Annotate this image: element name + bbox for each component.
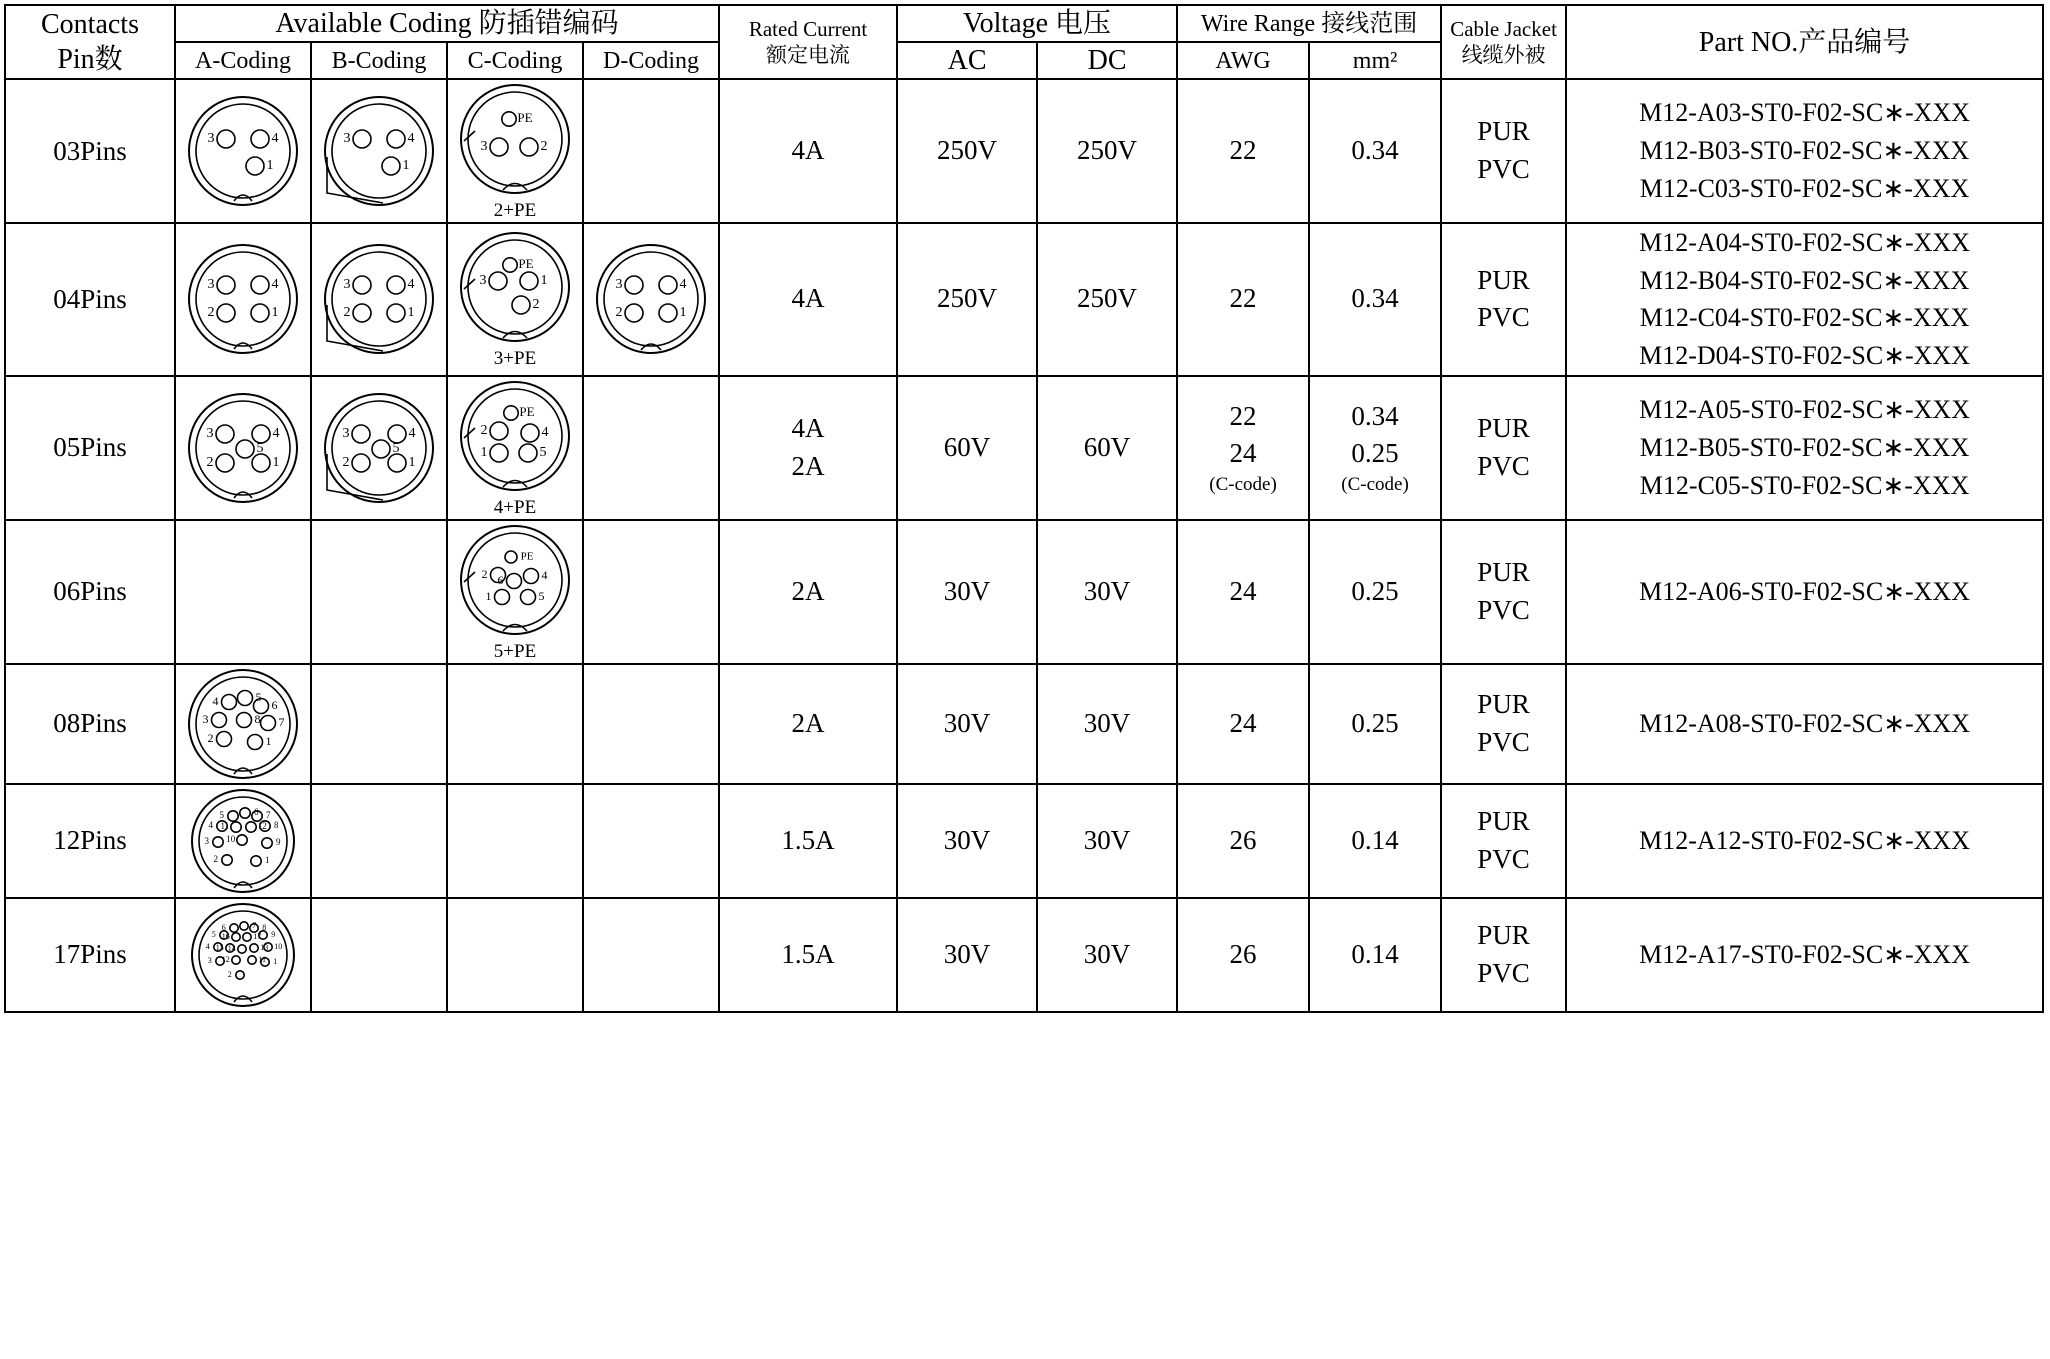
awg-value: 22 (1229, 135, 1257, 166)
svg-text:3: 3 (207, 277, 215, 293)
connector-face-a (176, 92, 310, 210)
cell-coding-a (175, 223, 311, 376)
cell-voltage-dc: 30V (1037, 784, 1177, 898)
connector-pinout-icon (592, 240, 710, 358)
svg-text:7: 7 (265, 809, 271, 820)
svg-text:1: 1 (272, 454, 280, 470)
cell-contacts: 04Pins (5, 223, 175, 376)
cell-coding-b (311, 79, 447, 223)
svg-text:5: 5 (392, 440, 400, 456)
cell-voltage-dc: 250V (1037, 79, 1177, 223)
svg-text:7: 7 (278, 714, 285, 729)
table-row (5, 520, 2043, 664)
connector-pinout-icon (456, 377, 574, 495)
svg-text:4: 4 (272, 425, 280, 441)
header-cable-jacket-line1: Cable Jacket (1450, 16, 1557, 41)
mm2-value: 0.14 (1351, 938, 1399, 969)
cell-mm2 (1309, 376, 1441, 520)
awg-note: (C-code) (1209, 474, 1277, 496)
svg-text:3: 3 (479, 273, 487, 289)
cell-awg (1177, 664, 1309, 784)
svg-text:8: 8 (273, 819, 279, 830)
svg-text:3: 3 (207, 131, 215, 147)
connector-pinout-icon (320, 240, 438, 358)
svg-text:1: 1 (266, 158, 274, 174)
rated-current-value: 2A (791, 575, 825, 606)
mm2-value: 0.34 (1351, 283, 1399, 314)
cell-cable-jacket (1441, 79, 1566, 223)
cell-coding-c (447, 79, 583, 223)
svg-text:3: 3 (207, 955, 212, 965)
cell-awg (1177, 376, 1309, 520)
svg-text:6: 6 (271, 697, 278, 712)
jacket-line1: PUR (1477, 805, 1530, 836)
part-number: M12-A05-ST0-F02-SC∗-XXX (1639, 395, 1970, 425)
header-coding-b: B-Coding (311, 42, 447, 79)
svg-text:1: 1 (264, 854, 270, 865)
svg-text:5: 5 (538, 588, 545, 603)
svg-text:6: 6 (221, 922, 226, 932)
svg-text:1: 1 (402, 158, 410, 174)
table-row (5, 784, 2043, 898)
connector-face-c (448, 228, 582, 370)
jacket-line1: PUR (1477, 688, 1530, 719)
cell-cable-jacket (1441, 898, 1566, 1012)
svg-text:1: 1 (480, 444, 488, 460)
svg-text:1: 1 (540, 273, 548, 289)
cell-contacts: 08Pins (5, 664, 175, 784)
cell-voltage-ac: 30V (897, 664, 1037, 784)
svg-text:2: 2 (540, 139, 548, 155)
header-cable-jacket-line2: 线缆外被 (1461, 43, 1546, 67)
connector-face-a (176, 785, 310, 897)
svg-text:4: 4 (205, 941, 210, 951)
cell-cable-jacket (1441, 376, 1566, 520)
awg-value: 24 (1229, 575, 1257, 606)
svg-text:4: 4 (271, 277, 279, 293)
cell-part-numbers (1566, 376, 2043, 520)
cell-coding-c (447, 664, 583, 784)
cell-awg (1177, 898, 1309, 1012)
jacket-line1: PUR (1477, 116, 1530, 147)
part-number: M12-C03-ST0-F02-SC∗-XXX (1639, 173, 1970, 203)
svg-text:2: 2 (206, 454, 214, 470)
part-number: M12-B03-ST0-F02-SC∗-XXX (1639, 136, 1970, 166)
mm2-value: 0.14 (1351, 824, 1399, 855)
svg-text:6: 6 (497, 572, 504, 587)
cell-voltage-ac: 250V (897, 223, 1037, 376)
part-number: M12-A12-ST0-F02-SC∗-XXX (1639, 825, 1970, 855)
header-voltage-ac: AC (897, 42, 1037, 79)
header-available-coding: Available Coding 防插错编码 (175, 5, 719, 42)
connector-face-b (312, 92, 446, 210)
header-cable-jacket (1441, 5, 1566, 79)
cell-coding-d (583, 784, 719, 898)
cell-coding-b (311, 898, 447, 1012)
svg-text:2: 2 (207, 305, 215, 321)
cell-rated-current (719, 898, 897, 1012)
cell-rated-current (719, 79, 897, 223)
awg-line2: 24 (1229, 438, 1257, 469)
cell-coding-d (583, 376, 719, 520)
cell-coding-c (447, 898, 583, 1012)
cell-mm2 (1309, 520, 1441, 664)
cell-voltage-dc: 30V (1037, 664, 1177, 784)
awg-value: 26 (1229, 824, 1257, 855)
table-row (5, 664, 2043, 784)
cell-coding-c (447, 784, 583, 898)
header-coding-a: A-Coding (175, 42, 311, 79)
svg-text:9: 9 (271, 929, 276, 939)
cell-coding-b (311, 376, 447, 520)
svg-text:4: 4 (408, 425, 416, 441)
svg-text:2: 2 (213, 853, 219, 864)
cell-voltage-dc: 250V (1037, 223, 1177, 376)
part-number: M12-A04-ST0-F02-SC∗-XXX (1639, 228, 1970, 257)
jacket-line2: PVC (1477, 843, 1530, 874)
cell-mm2 (1309, 79, 1441, 223)
svg-text:17: 17 (253, 931, 262, 941)
cell-mm2 (1309, 898, 1441, 1012)
cell-contacts: 12Pins (5, 784, 175, 898)
cell-rated-current (719, 376, 897, 520)
header-rated-current-line2: 额定电流 (766, 43, 851, 67)
connector-pinout-icon (187, 785, 299, 897)
svg-text:PE: PE (520, 550, 534, 563)
svg-text:2: 2 (481, 566, 488, 581)
svg-text:1: 1 (271, 305, 279, 321)
svg-text:1: 1 (408, 454, 416, 470)
cell-coding-d (583, 898, 719, 1012)
svg-text:8: 8 (262, 922, 267, 932)
connector-face-c (448, 377, 582, 519)
cell-part-numbers (1566, 79, 2043, 223)
header-voltage-dc: DC (1037, 42, 1177, 79)
cell-coding-b (311, 223, 447, 376)
jacket-line1: PUR (1477, 264, 1530, 295)
svg-text:14: 14 (227, 943, 236, 953)
header-contacts-line1: Contacts (41, 9, 139, 40)
spec-sheet (0, 4, 2050, 1359)
cell-coding-d (583, 223, 719, 376)
svg-text:15: 15 (215, 942, 224, 952)
header-coding-c: C-Coding (447, 42, 583, 79)
cell-part-numbers (1566, 223, 2043, 376)
header-coding-d: D-Coding (583, 42, 719, 79)
cell-rated-current (719, 664, 897, 784)
cell-coding-a (175, 784, 311, 898)
mm2-value: 0.25 (1351, 575, 1399, 606)
cell-coding-d (583, 79, 719, 223)
cell-coding-c (447, 376, 583, 520)
table-body (5, 79, 2043, 1012)
cell-mm2 (1309, 223, 1441, 376)
svg-text:2: 2 (480, 422, 488, 438)
cell-voltage-dc: 60V (1037, 376, 1177, 520)
svg-text:12: 12 (257, 820, 267, 831)
connector-pinout-icon (456, 521, 574, 639)
connector-pinout-icon (184, 665, 302, 783)
table-row (5, 223, 2043, 376)
svg-text:4: 4 (407, 131, 415, 147)
rated-current-value: 1.5A (781, 938, 835, 969)
cell-coding-a (175, 664, 311, 784)
cell-coding-a (175, 520, 311, 664)
svg-text:1: 1 (485, 588, 492, 603)
connector-face-d (584, 240, 718, 358)
part-number: M12-A17-ST0-F02-SC∗-XXX (1639, 939, 1970, 969)
jacket-line2: PVC (1477, 957, 1530, 988)
mm2-value: 0.34 (1351, 135, 1399, 166)
connector-face-a (176, 665, 310, 783)
connector-pinout-icon (320, 92, 438, 210)
jacket-line2: PVC (1477, 450, 1530, 481)
header-wire-range: Wire Range 接线范围 (1177, 5, 1441, 42)
svg-text:PE: PE (518, 256, 534, 272)
coding-caption: 4+PE (493, 496, 537, 518)
connector-pinout-icon (456, 80, 574, 198)
part-number: M12-A06-ST0-F02-SC∗-XXX (1639, 576, 1970, 606)
svg-text:3: 3 (343, 277, 351, 293)
cell-rated-current (719, 520, 897, 664)
cell-cable-jacket (1441, 664, 1566, 784)
svg-text:1: 1 (273, 956, 278, 966)
coding-caption: 2+PE (493, 200, 537, 221)
svg-text:1: 1 (679, 305, 687, 321)
cell-voltage-ac: 250V (897, 79, 1037, 223)
jacket-line1: PUR (1477, 919, 1530, 950)
svg-text:5: 5 (256, 440, 264, 456)
svg-text:2: 2 (207, 730, 214, 745)
svg-text:10: 10 (274, 941, 283, 951)
svg-text:5: 5 (211, 929, 216, 939)
coding-caption: 3+PE (493, 348, 537, 370)
svg-text:8: 8 (254, 711, 261, 726)
cell-part-numbers (1566, 520, 2043, 664)
cell-coding-a (175, 898, 311, 1012)
connector-pinout-icon (456, 228, 574, 346)
svg-text:2: 2 (343, 305, 351, 321)
part-number: M12-C05-ST0-F02-SC∗-XXX (1639, 470, 1970, 500)
header-voltage: Voltage 电压 (897, 5, 1177, 42)
cell-coding-b (311, 664, 447, 784)
cell-contacts: 06Pins (5, 520, 175, 664)
cell-coding-d (583, 520, 719, 664)
cell-voltage-ac: 60V (897, 376, 1037, 520)
svg-text:11: 11 (220, 820, 230, 831)
rated-current-value: 1.5A (781, 824, 835, 855)
header-wire-awg: AWG (1177, 42, 1309, 79)
header-rated-current-line1: Rated Current (748, 16, 868, 41)
part-number: M12-B05-ST0-F02-SC∗-XXX (1639, 432, 1970, 462)
part-number: M12-B04-ST0-F02-SC∗-XXX (1639, 265, 1970, 295)
table-row (5, 79, 2043, 223)
connector-face-a (176, 899, 310, 1011)
svg-text:4: 4 (208, 819, 214, 830)
svg-text:4: 4 (271, 131, 279, 147)
svg-text:2: 2 (227, 969, 232, 979)
connector-face-c (448, 521, 582, 663)
jacket-line2: PVC (1477, 726, 1530, 757)
jacket-line1: PUR (1477, 556, 1530, 587)
rated-current-value: 4A (791, 135, 825, 166)
cell-cable-jacket (1441, 520, 1566, 664)
cell-part-numbers (1566, 664, 2043, 784)
cell-contacts: 03Pins (5, 79, 175, 223)
connector-pinout-icon (320, 389, 438, 507)
mm2-note: (C-code) (1341, 474, 1409, 496)
cell-coding-d (583, 664, 719, 784)
table-row (5, 376, 2043, 520)
svg-text:2: 2 (342, 454, 350, 470)
connector-pinout-icon (184, 92, 302, 210)
cell-coding-a (175, 376, 311, 520)
connector-pinout-icon (187, 899, 299, 1011)
rated-current-value: 2A (791, 707, 825, 738)
rated-current-line1: 4A (791, 412, 825, 443)
svg-text:12: 12 (221, 954, 230, 964)
svg-text:3: 3 (204, 835, 210, 846)
jacket-line2: PVC (1477, 302, 1530, 333)
svg-text:2: 2 (532, 297, 540, 313)
cell-voltage-ac: 30V (897, 520, 1037, 664)
cell-part-numbers (1566, 898, 2043, 1012)
svg-text:7: 7 (252, 920, 257, 930)
svg-text:3: 3 (202, 711, 209, 726)
awg-value: 22 (1229, 283, 1257, 314)
coding-caption: 5+PE (493, 640, 537, 662)
cell-mm2 (1309, 784, 1441, 898)
mm2-line1: 0.34 (1351, 400, 1399, 431)
table-header (5, 5, 2043, 79)
cell-voltage-ac: 30V (897, 784, 1037, 898)
connector-face-b (312, 240, 446, 358)
header-wire-mm2: mm² (1309, 42, 1441, 79)
svg-text:11: 11 (258, 954, 267, 964)
svg-text:PE: PE (517, 109, 533, 125)
svg-text:6: 6 (253, 806, 259, 817)
cell-contacts: 17Pins (5, 898, 175, 1012)
connector-spec-table (4, 4, 2044, 1013)
svg-text:4: 4 (212, 693, 219, 708)
connector-pinout-icon (184, 240, 302, 358)
cell-coding-c (447, 520, 583, 664)
mm2-line2: 0.25 (1351, 438, 1399, 469)
svg-text:4: 4 (541, 424, 549, 440)
connector-face-b (312, 389, 446, 507)
svg-text:5: 5 (539, 444, 547, 460)
table-row (5, 898, 2043, 1012)
cell-voltage-ac: 30V (897, 898, 1037, 1012)
cell-cable-jacket (1441, 223, 1566, 376)
cell-coding-b (311, 784, 447, 898)
cell-mm2 (1309, 664, 1441, 784)
rated-current-value: 4A (791, 283, 825, 314)
cell-voltage-dc: 30V (1037, 520, 1177, 664)
svg-text:3: 3 (206, 425, 214, 441)
cell-cable-jacket (1441, 784, 1566, 898)
cell-awg (1177, 79, 1309, 223)
svg-text:3: 3 (615, 277, 623, 293)
svg-text:PE: PE (519, 403, 535, 419)
svg-text:2: 2 (615, 305, 623, 321)
jacket-line1: PUR (1477, 412, 1530, 443)
svg-text:4: 4 (679, 277, 687, 293)
cell-part-numbers (1566, 784, 2043, 898)
part-number: M12-A03-ST0-F02-SC∗-XXX (1639, 98, 1970, 128)
header-part-no: Part NO.产品编号 (1566, 5, 2043, 79)
awg-value: 24 (1229, 707, 1257, 738)
svg-text:3: 3 (342, 425, 350, 441)
cell-rated-current (719, 223, 897, 376)
svg-text:4: 4 (541, 567, 548, 582)
svg-text:4: 4 (407, 277, 415, 293)
cell-rated-current (719, 784, 897, 898)
rated-current-line2: 2A (791, 450, 825, 481)
cell-voltage-dc: 30V (1037, 898, 1177, 1012)
header-row-1 (5, 5, 2043, 42)
cell-awg (1177, 784, 1309, 898)
svg-text:5: 5 (255, 689, 262, 704)
svg-text:16: 16 (221, 931, 230, 941)
connector-pinout-icon (184, 389, 302, 507)
cell-coding-b (311, 520, 447, 664)
connector-face-a (176, 389, 310, 507)
jacket-line2: PVC (1477, 154, 1530, 184)
header-contacts-line2: Pin数 (57, 44, 123, 75)
svg-text:3: 3 (343, 131, 351, 147)
cell-awg (1177, 223, 1309, 376)
jacket-line2: PVC (1477, 594, 1530, 625)
svg-text:1: 1 (265, 733, 272, 748)
part-number: M12-D04-ST0-F02-SC∗-XXX (1639, 341, 1970, 371)
cell-awg (1177, 520, 1309, 664)
header-rated-current (719, 5, 897, 79)
cell-contacts: 05Pins (5, 376, 175, 520)
connector-face-a (176, 240, 310, 358)
cell-coding-c (447, 223, 583, 376)
awg-value: 26 (1229, 938, 1257, 969)
svg-text:9: 9 (275, 836, 281, 847)
svg-text:1: 1 (407, 305, 415, 321)
svg-text:10: 10 (226, 833, 236, 844)
svg-text:13: 13 (260, 942, 269, 952)
header-contacts (5, 5, 175, 79)
svg-text:3: 3 (480, 139, 488, 155)
connector-face-c (448, 80, 582, 222)
cell-coding-a (175, 79, 311, 223)
part-number: M12-C04-ST0-F02-SC∗-XXX (1639, 303, 1970, 333)
mm2-value: 0.25 (1351, 707, 1399, 738)
awg-line1: 22 (1229, 400, 1257, 431)
part-number: M12-A08-ST0-F02-SC∗-XXX (1639, 708, 1970, 738)
svg-text:5: 5 (219, 809, 225, 820)
